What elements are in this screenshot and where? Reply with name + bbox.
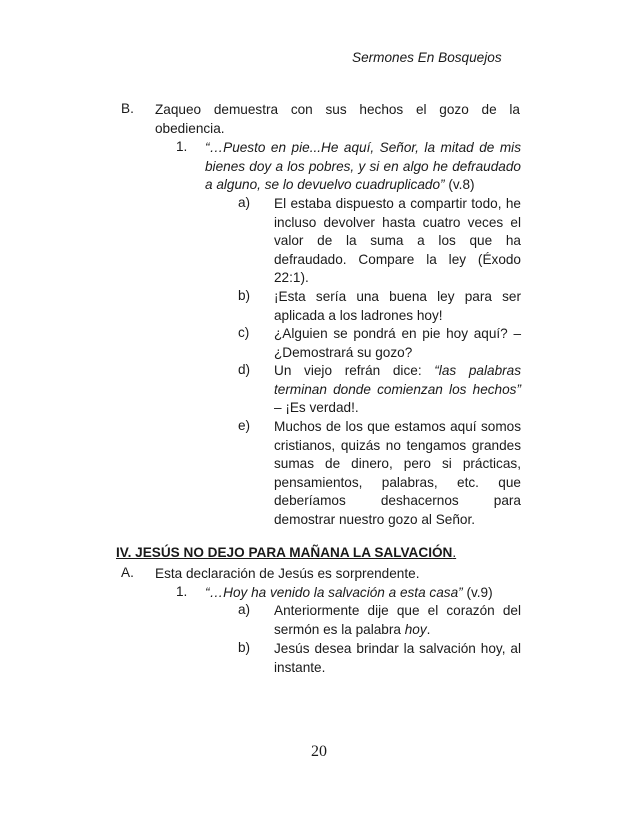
proverb-intro: Un viejo refrán dice:: [274, 363, 435, 378]
running-header: Sermones En Bosquejos: [352, 50, 502, 65]
outline-label-b1: 1.: [176, 139, 188, 154]
scripture-quote: “…Hoy ha venido la salvación a esta casa”: [205, 585, 463, 600]
section-heading-iv: IV. JESÚS NO DEJO PARA MAÑANA LA SALVACIÓN.: [116, 545, 457, 560]
outline-label-b: B.: [121, 101, 134, 116]
proverb-quote: “las palabras terminan donde comienzan los hechos”: [274, 363, 522, 397]
outline-label-iv-a1a: a): [238, 602, 251, 617]
outline-point-iv-a: Esta declaración de Jesús es sorprendente.: [155, 566, 420, 581]
outline-point-b1: [205, 139, 521, 195]
page-number: 20: [311, 743, 327, 760]
outline-point-iv-a1b: Jesús desea brindar la salvación hoy, al instante.: [274, 641, 521, 675]
outline-point-b1a: El estaba dispuesto a compartir todo, he incluso devolver hasta cuatro veces el valor de la suma a los que ha defraudado. Compare la ley (Éxodo 22:1).: [274, 196, 521, 286]
outline-point-iv-a1: [205, 584, 521, 603]
outline-label-b1c: c): [238, 325, 250, 340]
verse-reference: (v.8): [448, 177, 475, 193]
verse-reference: (v.9): [466, 585, 493, 600]
outline-label-b1a: a): [238, 195, 251, 210]
scripture-quote: “…Puesto en pie...He aquí, Señor, la mitad de mis bienes doy a los pobres, y si en algo he defraudado a alguno, se lo devuelvo cuadruplicado”: [205, 140, 521, 193]
outline-point-b1c: ¿Alguien se pondrá en pie hoy aquí? – ¿Demostrará su gozo?: [274, 326, 521, 360]
outline-point-b1d: [274, 362, 521, 418]
outline-label-iv-a: A.: [121, 565, 134, 580]
outline-point-b: Zaqueo demuestra con sus hechos el gozo de la obediencia.: [155, 102, 520, 136]
outline-point-b1b: ¡Esta sería una buena ley para ser aplicada a los ladrones hoy!: [274, 289, 521, 323]
outline-point-iv-a1a: Anteriormente dije que el corazón del sermón es la palabra hoy.: [274, 603, 521, 637]
outline-label-b1e: e): [238, 418, 251, 433]
outline-label-iv-a1b: b): [238, 640, 251, 655]
outline-label-b1d: d): [238, 362, 251, 377]
outline-label-b1b: b): [238, 288, 251, 303]
outline-label-iv-a1: 1.: [176, 584, 188, 599]
outline-point-b1e: Muchos de los que estamos aquí somos cristianos, quizás no tengamos grandes sumas de dinero, pero si prácticas, pensamientos, palabras, etc. que deberíamos deshacernos para demostrar nuestro gozo al Señor.: [274, 419, 521, 527]
proverb-comment: – ¡Es verdad!.: [274, 400, 359, 416]
